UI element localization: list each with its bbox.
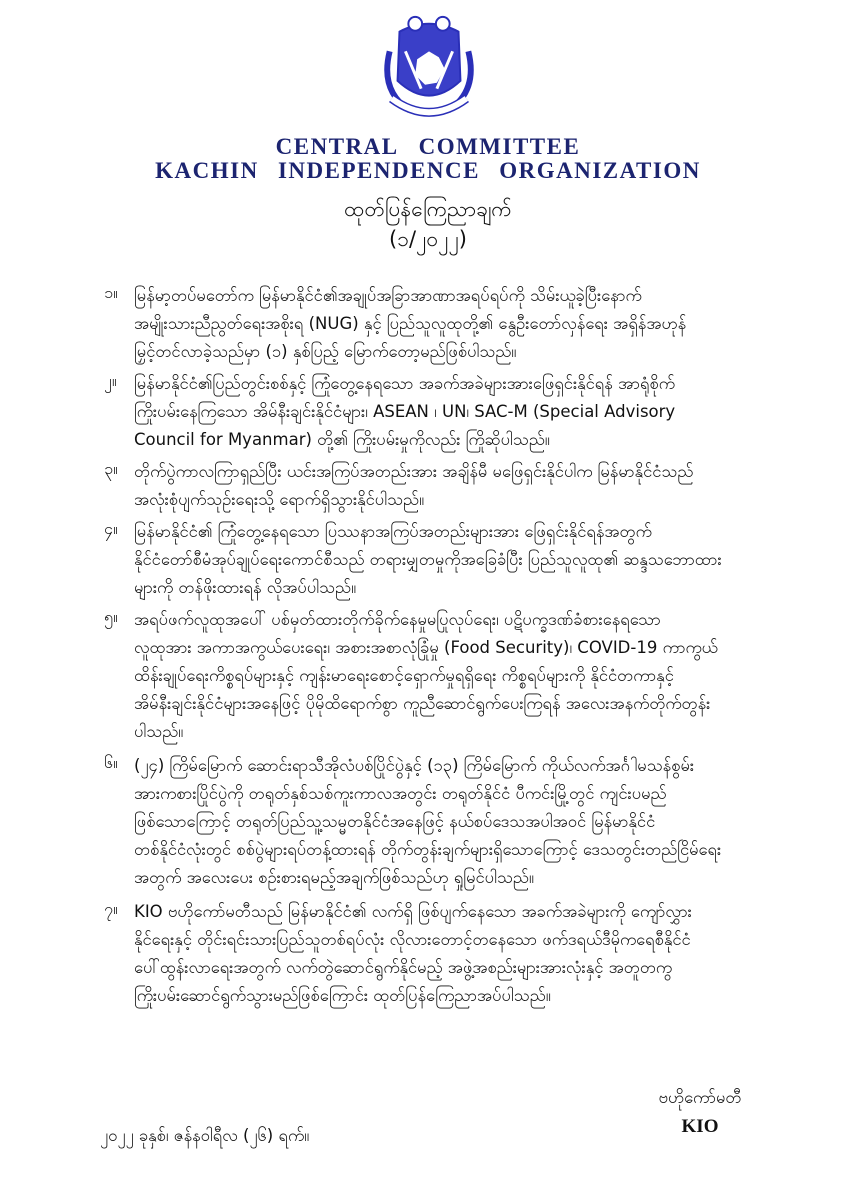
kio-emblem-logo: [370, 12, 488, 130]
signature-org: KIO: [681, 1116, 719, 1137]
paragraph-number: ၄။: [104, 519, 118, 538]
header-organization-name: KACHIN INDEPENDENCE ORGANIZATION: [155, 158, 701, 183]
paragraph-line: အရပ်ဖက်လူထုအပေါ် ပစ်မှတ်ထားတိုက်ခိုက်နေမှုမပြုလုပ်ရေး၊ ပဋိပက္ခဒဏ်ခံစားနေရသော: [134, 610, 661, 629]
paragraph-number: ၆။: [104, 753, 118, 772]
paragraph-line: ပါသည်။: [134, 722, 184, 741]
paragraph-line: အိမ်နီးချင်းနိုင်ငံများအနေဖြင့် ပိုမိုထိရောက်စွာ ကူညီဆောင်ရွက်ပေးကြရန် အလေးအနက်တိုက်တွန်း: [134, 694, 711, 713]
emblem-icon: [370, 12, 488, 130]
paragraph-line: Council for Myanmar) တို့၏ ကြိုးပမ်းမှုကိုလည်း ကြိုဆိုပါသည်။: [134, 430, 550, 449]
paragraph-number: ၇။: [104, 899, 118, 918]
paragraph-line: မြန်မာ့တပ်မတော်က မြန်မာနိုင်ငံ၏အချုပ်အခြာအာဏာအရပ်ရပ်ကို သိမ်းယူခဲ့ပြီးနောက်: [134, 286, 642, 305]
paragraph-line: များကို တန်ဖိုးထားရန် လိုအပ်ပါသည်။: [134, 578, 356, 597]
paragraph-line: KIO ဗဟိုကော်မတီသည် မြန်မာနိုင်ငံ၏ လက်ရှိ ဖြစ်ပျက်နေသော အခက်အခဲများကို ကျော်လွှား: [134, 902, 692, 921]
paragraph-number: ၁။: [104, 283, 118, 302]
paragraph-number: ၃။: [104, 459, 118, 478]
paragraph-line: ဖြစ်သောကြောင့် တရုတ်ပြည်သူ့သမ္မတနိုင်ငံအနေဖြင့် နယ်စပ်ဒေသအပါအဝင် မြန်မာနိုင်ငံ: [134, 812, 656, 831]
paragraph-line: အတွက် အလေးပေး စဉ်းစားရမည့်အချက်ဖြစ်သည်ဟု ရှုမြင်ပါသည်။: [134, 868, 534, 887]
paragraph-line: အလုံးစုံပျက်သုဉ်းရေးသို့ ရောက်ရှိသွားနိုင်ပါသည်။: [134, 490, 424, 509]
paragraph-line: မြှင့်တင်လာခဲ့သည်မှာ (၁) နှစ်ပြည့် မြောက်တော့မည်ဖြစ်ပါသည်။: [134, 342, 517, 361]
paragraph-line: အားကစားပြိုင်ပွဲကို တရုတ်နှစ်သစ်ကူးကာလအတွင်း တရုတ်နိုင်ငံ ပီကင်းမြို့တွင် ကျင်းပမည်: [134, 784, 667, 803]
paragraph-line: (၂၄) ကြိမ်မြောက် ဆောင်းရာသီအိုလံပစ်ပြိုင်ပွဲနှင့် (၁၃) ကြိမ်မြောက် ကိုယ်လက်အင်္ဂါမသန်စွမ်း: [134, 756, 695, 775]
statement-date: ၂၀၂၂ ခုနှစ်၊ ဇန်နဝါရီလ (၂၆) ရက်။: [100, 1126, 310, 1145]
paragraph-line: လူထုအား အကာအကွယ်ပေးရေး၊ အစားအစာလုံခြုံမှု (Food Security)၊ COVID-19 ကာကွယ်: [134, 638, 718, 657]
paragraph-line: ကြိုးပမ်းဆောင်ရွက်သွားမည်ဖြစ်ကြောင်း ထုတ်ပြန်ကြေညာအပ်ပါသည်။: [134, 986, 551, 1005]
paragraph-number: ၂။: [104, 371, 117, 390]
paragraph-line: တိုက်ပွဲကာလကြာရှည်ပြီး ယင်းအကြပ်အတည်းအား အချိန်မီ မဖြေရှင်းနိုင်ပါက မြန်မာနိုင်ငံသည်: [134, 462, 694, 481]
paragraph-line: ပေါ်ထွန်းလာရေးအတွက် လက်တွဲဆောင်ရွက်နိုင်မည့် အဖွဲ့အစည်းများအားလုံးနှင့် အတူတကွ: [134, 958, 673, 977]
paragraph-line: နိုင်ငံတော်စီမံအုပ်ချုပ်ရေးကောင်စီသည် တရားမျှတမှုကိုအခြေခံပြီး ပြည်သူလူထု၏ ဆန္ဒသဘောထား: [134, 550, 722, 569]
signature-title: ဗဟိုကော်မတီ: [658, 1088, 742, 1107]
paragraph-line: ထိန်းချုပ်ရေးကိစ္စရပ်များနှင့် ကျန်းမာရေးစောင့်ရှောက်မှုရရှိရေး ကိစ္စရပ်များကို နိုင်ငံတကာနှင့်: [134, 666, 674, 685]
paragraph-line: ကြိုးပမ်းနေကြသော အိမ်နီးချင်းနိုင်ငံများ၊ ASEAN ၊ UN၊ SAC-M (Special Advisory: [134, 402, 676, 421]
statement-number: (၁/၂၀၂၂): [388, 227, 468, 251]
paragraph-line: အမျိုးသားညီညွတ်ရေးအစိုးရ (NUG) နှင့် ပြည်သူလူထုတို့၏ နွေဦးတော်လှန်ရေး အရှိန်အဟုန်: [134, 314, 687, 333]
paragraph-line: တစ်နိုင်ငံလုံးတွင် စစ်ပွဲများရပ်တန့်ထားရန် တိုက်တွန်းချက်များရှိသောကြောင့် ဒေသတွင်းတည်ငြိမ်ရေး: [134, 840, 722, 859]
paragraph-line: နိုင်ရေးနှင့် တိုင်းရင်းသားပြည်သူတစ်ရပ်လုံး လိုလားတောင့်တနေသော ဖက်ဒရယ်ဒီမိုကရေစီနိုင်ငံ: [134, 930, 691, 949]
paragraph-number: ၅။: [104, 607, 118, 626]
statement-title: ထုတ်ပြန်ကြေညာချက်: [344, 197, 512, 221]
paragraph-line: မြန်မာနိုင်ငံ၏ပြည်တွင်းစစ်နှင့် ကြုံတွေ့နေရသော အခက်အခဲများအားဖြေရှင်းနိုင်ရန် အာရုံစိုက်: [134, 374, 675, 393]
paragraph-line: မြန်မာနိုင်ငံ၏ ကြုံတွေ့နေရသော ပြဿနာအကြပ်အတည်းများအား ဖြေရှင်းနိုင်ရန်အတွက်: [134, 522, 652, 541]
header-central-committee: CENTRAL COMMITTEE: [275, 134, 581, 159]
